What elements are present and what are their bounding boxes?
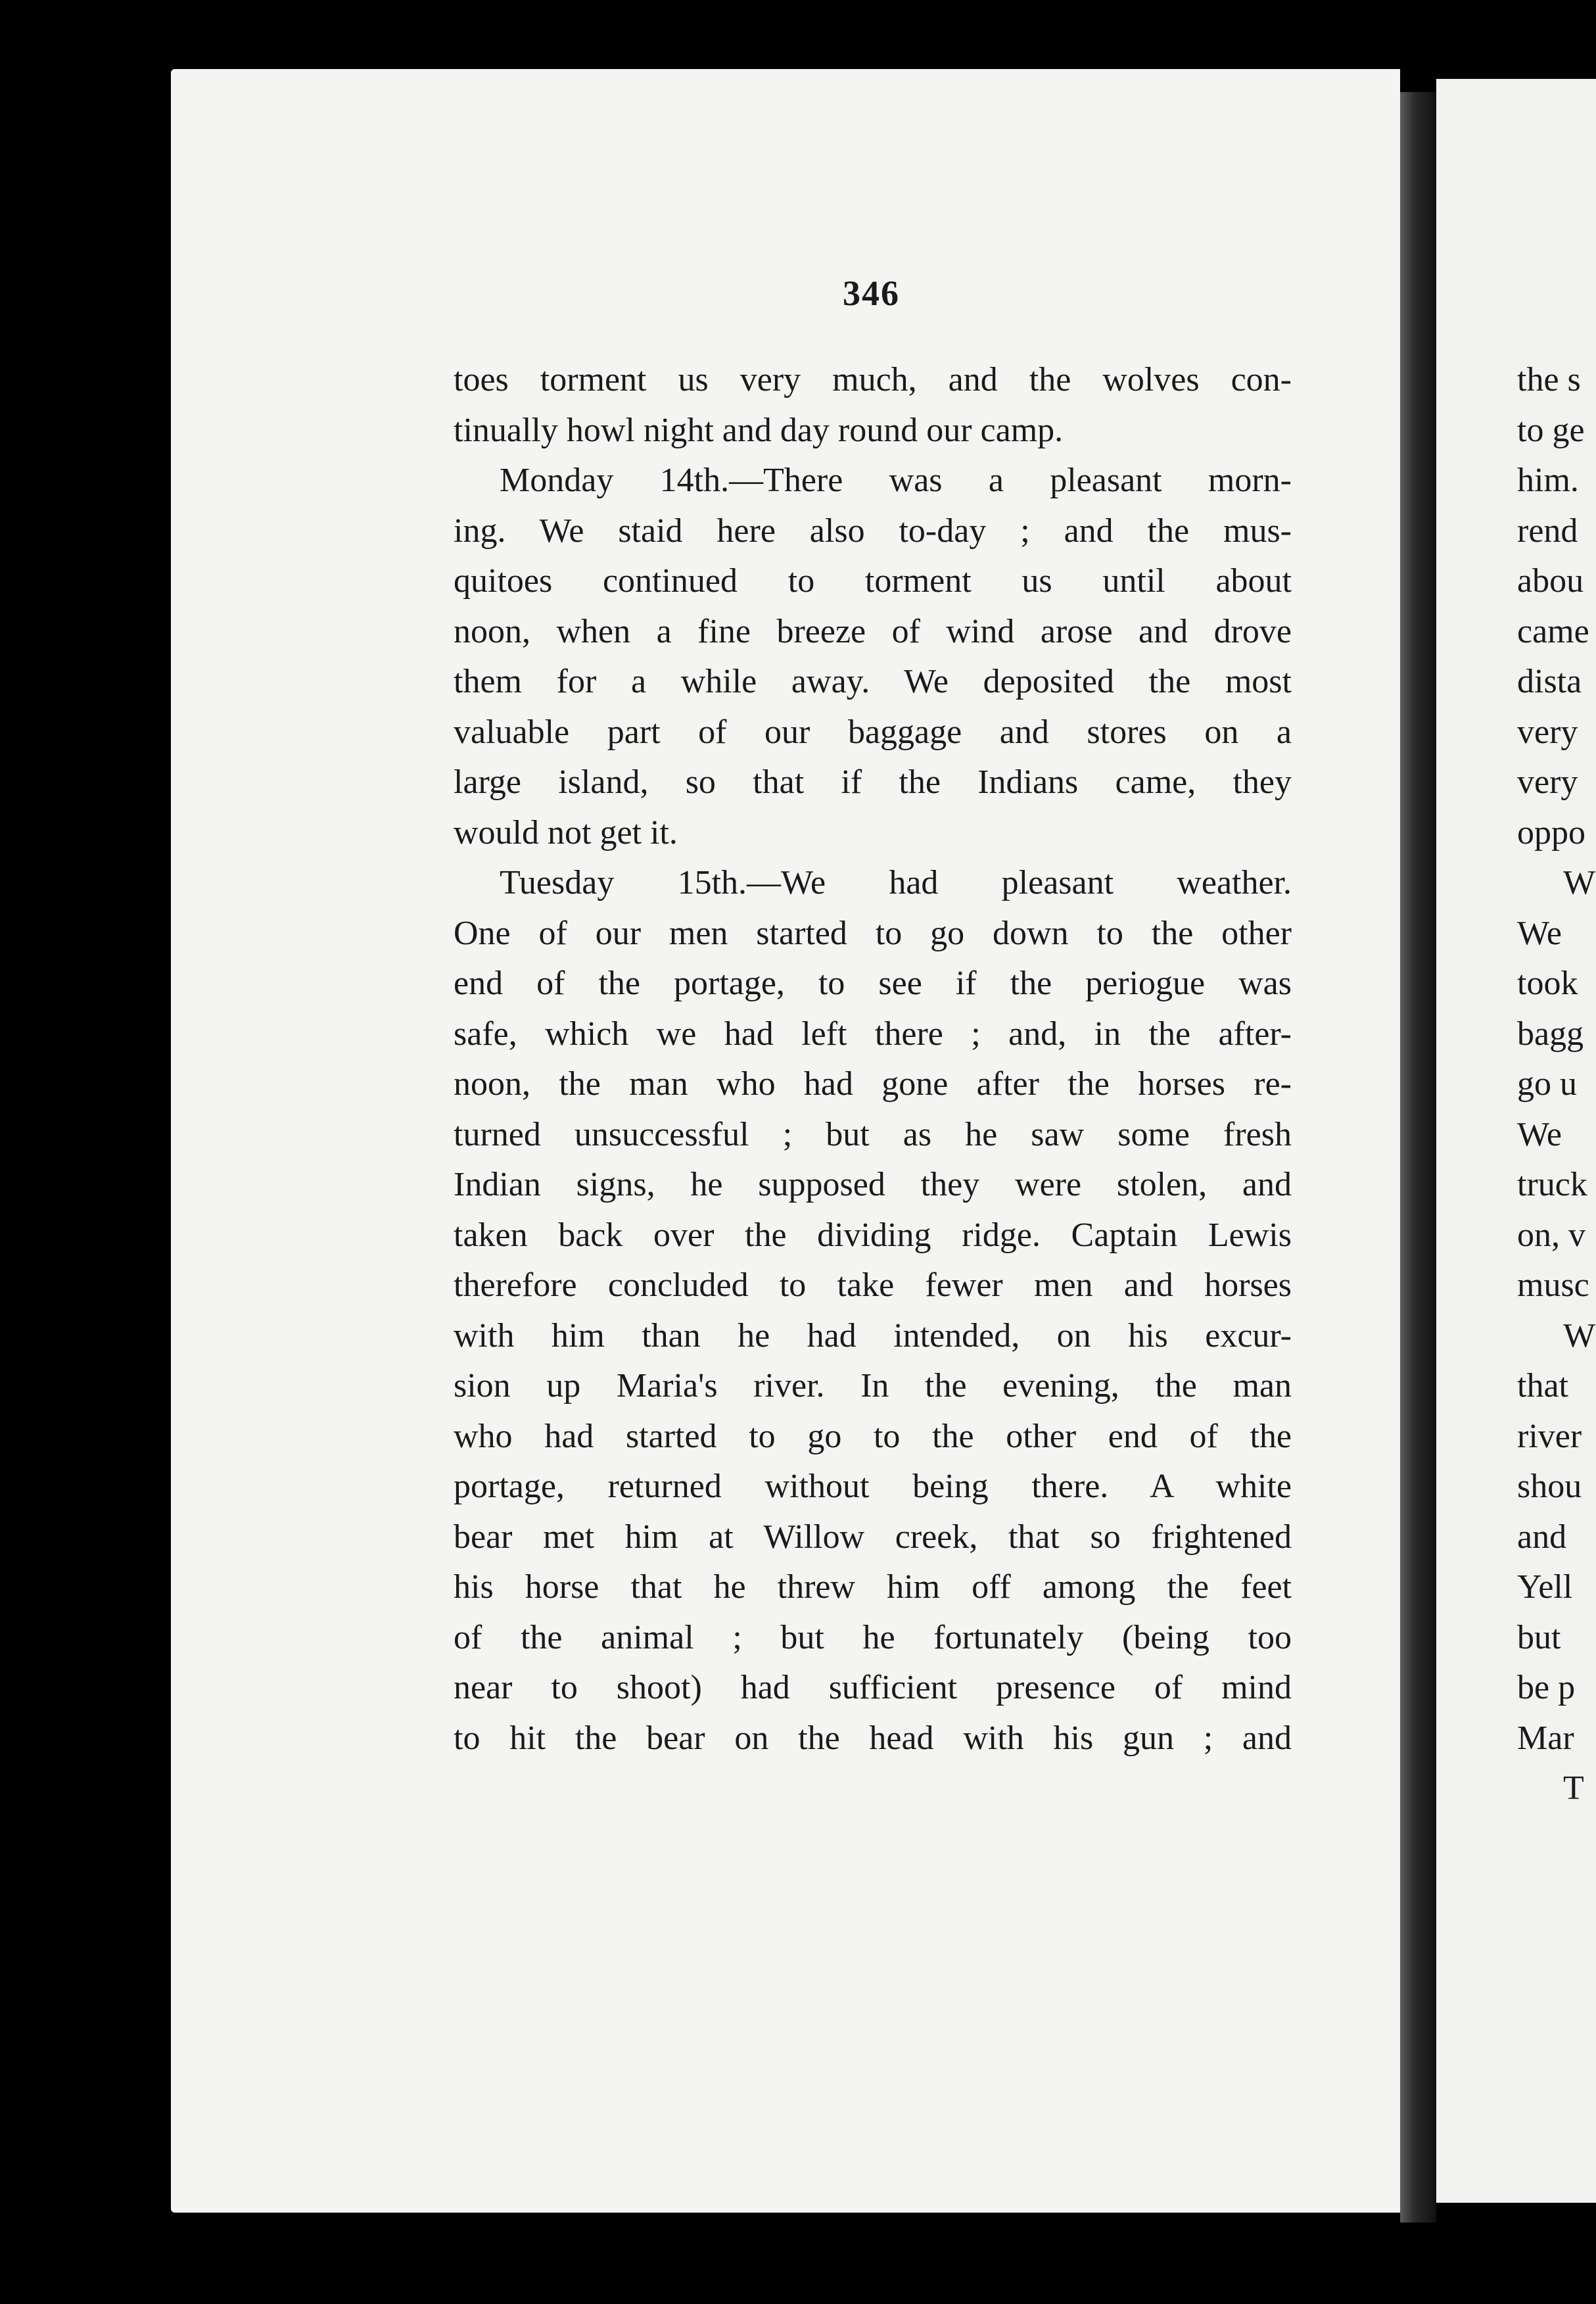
text-line-fragment: Mar [1517,1719,1574,1757]
text-line: of the animal ; but he fortunately (being too [454,1618,1292,1656]
text-line: safe, which we had left there ; and, in the after- [454,1015,1292,1053]
text-line-fragment: and [1517,1518,1567,1556]
right-page-text [1517,355,1596,1814]
text-line: bear met him at Willow creek, that so frightened [454,1518,1292,1556]
text-line: end of the portage, to see if the periogue was [454,965,1292,1002]
text-line-fragment: him. [1517,462,1579,499]
text-line: turned unsuccessful ; but as he saw some fresh [454,1115,1292,1153]
text-line: his horse that he threw him off among the feet [454,1568,1292,1606]
text-line: quitoes continued to torment us until about [454,562,1292,600]
text-line: large island, so that if the Indians came, they [454,763,1292,801]
text-line-fragment: musc [1517,1266,1589,1304]
text-line-fragment: W [1563,1316,1596,1355]
text-line-fragment: that [1517,1367,1568,1404]
text-line: noon, when a fine breeze of wind arose and drove [454,612,1292,650]
text-line-fragment: go u [1517,1065,1577,1103]
text-line-fragment: rend [1517,512,1578,550]
text-line: taken back over the dividing ridge. Captain Lewis [454,1216,1292,1254]
text-line: Indian signs, he supposed they were stolen, and [454,1166,1292,1203]
text-line-fragment: be p [1517,1669,1576,1706]
text-line-fragment: river [1517,1417,1582,1455]
page-number: 346 [843,274,900,313]
text-line-fragment: on, v [1517,1216,1585,1254]
text-line-fragment: but [1517,1618,1561,1656]
text-line-fragment: very [1517,713,1578,751]
text-line: near to shoot) had sufficient presence of mind [454,1669,1292,1706]
text-line: tinually howl night and day round our camp. [454,411,1064,449]
text-line: valuable part of our baggage and stores on a [454,713,1292,751]
text-line-fragment: We [1517,914,1562,952]
text-line-fragment: came [1517,612,1589,650]
text-line: with him than he had intended, on his excur- [454,1316,1292,1355]
text-line: them for a while away. We deposited the most [454,663,1292,700]
text-line-fragment: the s [1517,361,1581,398]
book-gutter [1400,92,1436,2222]
text-line-fragment: Yell [1517,1568,1573,1606]
left-page-text [454,355,1292,1764]
text-line: Monday 14th.—There was a pleasant morn- [500,462,1292,499]
text-line: would not get it. [454,813,678,852]
text-line-fragment: bagg [1517,1015,1584,1053]
text-line-fragment: very [1517,763,1578,801]
text-line-fragment: T [1563,1769,1584,1807]
text-line-fragment: abou [1517,562,1584,600]
text-line: sion up Maria's river. In the evening, the man [454,1367,1292,1404]
text-line: One of our men started to go down to the other [454,914,1292,952]
text-line: Tuesday 15th.—We had pleasant weather. [500,864,1292,901]
text-line-fragment: oppo [1517,813,1585,852]
text-line-fragment: took [1517,965,1578,1002]
text-line: portage, returned without being there. A white [454,1468,1292,1505]
text-line-fragment: to ge [1517,411,1585,449]
text-line-fragment: truck [1517,1166,1587,1203]
text-line: ing. We staid here also to-day ; and the mus- [454,512,1292,550]
text-line: noon, the man who had gone after the horses re- [454,1065,1292,1103]
text-line: therefore concluded to take fewer men and horses [454,1266,1292,1304]
text-line: to hit the bear on the head with his gun ; and [454,1719,1292,1757]
text-line-fragment: W [1563,864,1596,901]
text-line: who had started to go to the other end of the [454,1417,1292,1455]
text-line-fragment: shou [1517,1468,1582,1505]
text-line-fragment: We [1517,1115,1562,1153]
text-line-fragment: dista [1517,663,1582,700]
text-line: toes torment us very much, and the wolves con- [454,361,1292,398]
